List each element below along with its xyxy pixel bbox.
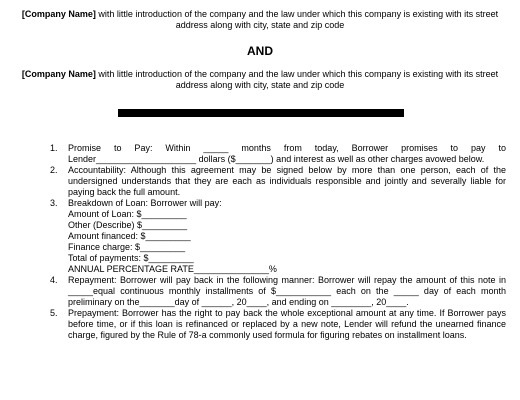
second-party-intro [12, 69, 508, 91]
other-describe-line: Other (Describe) $_________ [68, 220, 188, 230]
term-item-repayment [50, 275, 506, 308]
term-text: Breakdown of Loan: Borrower will pay: [68, 198, 222, 208]
first-party-intro [12, 9, 508, 31]
term-text: Promise to Pay: Within _____ months from today, Borrower promises to pay to Lender____________________ dollars ($_______) and interest as well as other charges avowed below. [68, 143, 506, 164]
first-party-description: with little introduction of the company and the law under which this company is existing with its street address along with city, state and zip code [95, 9, 499, 30]
term-number: 1. [50, 143, 58, 153]
amount-financed-line: Amount financed: $_________ [68, 231, 191, 241]
term-number: 5. [50, 308, 58, 318]
loan-amount-line: Amount of Loan: $_________ [68, 209, 187, 219]
second-party-description: with little introduction of the company and the law under which this company is existing with its street address along with city, state and zip code [95, 69, 499, 90]
term-number: 4. [50, 275, 58, 285]
finance-charge-line: Finance charge: $_________ [68, 242, 186, 252]
term-item-prepayment [50, 308, 506, 341]
term-item-breakdown-of-loan [50, 198, 506, 275]
second-party-company-name: [Company Name] [21, 69, 96, 79]
term-text: Accountability: Although this agreement may be signed below by more than one person, each of the undersigned understands that they are each as individuals responsible and jointly and severally liable for paying back the full amount. [68, 165, 506, 197]
annual-percentage-rate-line: ANNUAL PERCENTAGE RATE_______________% [68, 264, 277, 274]
term-number: 3. [50, 198, 58, 208]
term-item-promise-to-pay [50, 143, 506, 165]
first-party-company-name: [Company Name] [21, 9, 96, 19]
total-of-payments-line: Total of payments: $_________ [68, 253, 194, 263]
term-item-accountability [50, 165, 506, 198]
term-text: Prepayment: Borrower has the right to pay back the whole exceptional amount at any time. If Borrower pays before time, or if this loan is refinanced or replaced by a new note, Lender will refund the unearned finance charge, figured by the Rule of 78-a commonly used formula for figuring rebates on installment loans. [68, 308, 506, 340]
and-heading: AND [247, 44, 273, 58]
title-rule-bar [118, 109, 404, 117]
term-number: 2. [50, 165, 58, 175]
terms-list [50, 143, 506, 341]
term-text: Repayment: Borrower will pay back in the following manner: Borrower will repay the amount of this note in _____equal continuous monthly installments of $___________ each on the _____ day of each month preliminary on the_______day of ______, 20____, and ending on ________, 20____. [68, 275, 506, 307]
